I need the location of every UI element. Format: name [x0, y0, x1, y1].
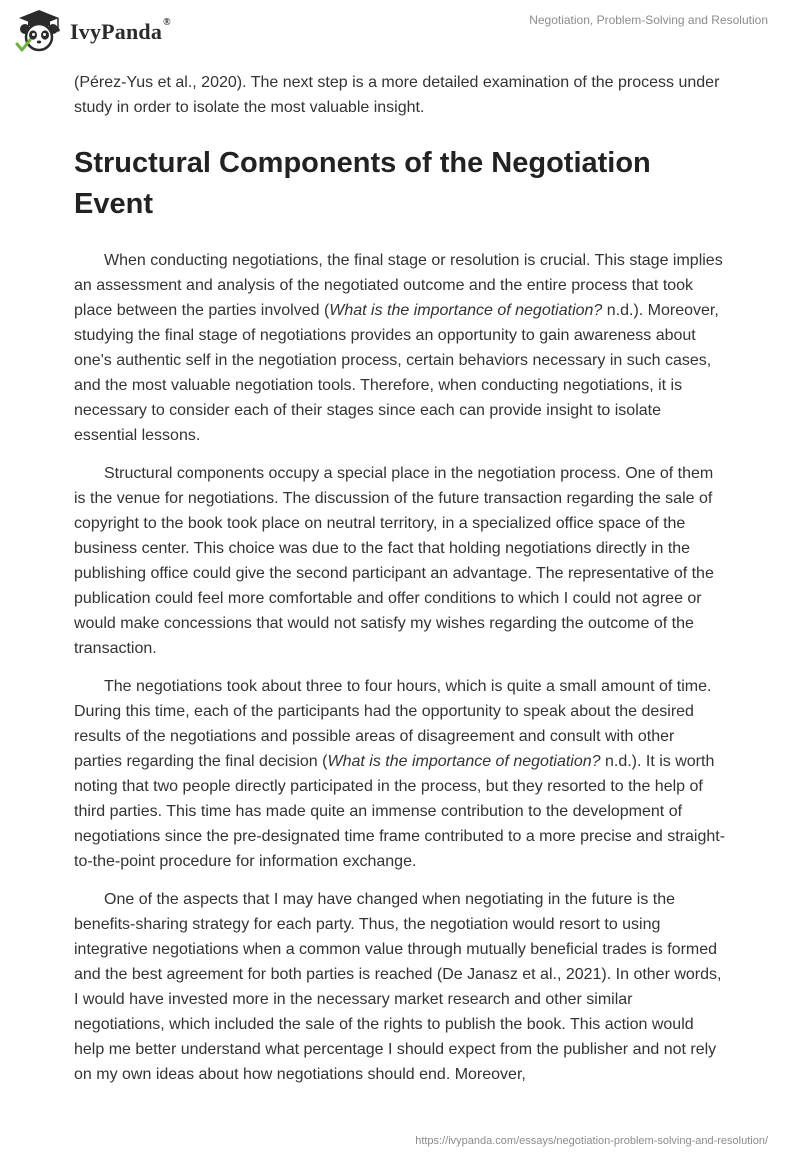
- registered-mark: ®: [163, 17, 171, 28]
- brand-logo[interactable]: [14, 9, 171, 53]
- paragraph-structural-components: Structural components occupy a special place in the negotiation process. One of them is the venue for negotiations. The discussion of the future transaction regarding the sale of copyright to the book took place on neutral territory, in a specialized office space of the business center. This choice was due to the fact that holding negotiations directly in the publishing office could give the second participant an advantage. The representative of the publication could feel more comfortable and offer conditions to which I could not agree or would make concessions that would not satisfy my wishes regarding the outcome of the transaction.: [74, 465, 714, 657]
- paragraph-text: The negotiations took about three to four hours, which is quite a small amount of time. During this time, each of the participants had the opportunity to speak about the desired results of the negotiations and possible areas of disagreement and consult with other parties regarding the final decision (: [74, 678, 712, 770]
- document-title: Negotiation, Problem-Solving and Resolution: [529, 13, 768, 27]
- page-url[interactable]: https://ivypanda.com/essays/negotiation-problem-solving-and-resolution/: [415, 1135, 768, 1147]
- paragraph-future-changes: One of the aspects that I may have changed when negotiating in the future is the benefits-sharing strategy for each party. Thus, the negotiation would resort to using integrative negotiations when a common value through mutually beneficial trades is formed and the best agreement for both parties is reached (De Janasz et al., 2021). In other words, I would have invested more in the necessary market research and other similar negotiations, which included the sale of the rights to publish the book. This action would help me better understand what percentage I should expect from the publisher and not rely on my own ideas about how negotiations should end. Moreover,: [74, 891, 722, 1083]
- paragraph-resolution-stage: [74, 248, 726, 448]
- article-body: [74, 70, 726, 1100]
- paragraph-text: n.d.). Moreover, studying the final stage of negotiations provides an opportunity to gain awareness about one's authentic self in the negotiation process, certain behaviors necessary in such cases, and the most valuable negotiation tools. Therefore, when conducting negotiations, it is necessary to consider each of their stages since each can provide insight to isolate essential lessons.: [74, 302, 719, 444]
- citation-title: What is the importance of negotiation?: [329, 302, 603, 319]
- paragraph-negotiation-time: [74, 674, 726, 874]
- brand-name: IvyPanda®: [70, 17, 171, 44]
- paragraph-text: When conducting negotiations, the final stage or resolution is crucial. This stage implies an assessment and analysis of the negotiated outcome and the entire process that took place between the parties involved (: [74, 252, 723, 319]
- paragraph-text: n.d.). It is worth noting that two people directly participated in the process, but they resorted to the help of third parties. This time has made quite an immense contribution to the development of negotiations since the pre-designated time frame contributed to a more precise and straight-to-the-point procedure for information exchange.: [74, 753, 726, 870]
- panda-logo-icon: [14, 9, 64, 53]
- section-heading: Structural Components of the Negotiation Event: [74, 147, 651, 220]
- citation-title: What is the importance of negotiation?: [327, 753, 601, 770]
- page-header: [0, 0, 800, 66]
- intro-paragraph: (Pérez-Yus et al., 2020). The next step is a more detailed examination of the process under study in order to isolate the most valuable insight.: [74, 74, 720, 116]
